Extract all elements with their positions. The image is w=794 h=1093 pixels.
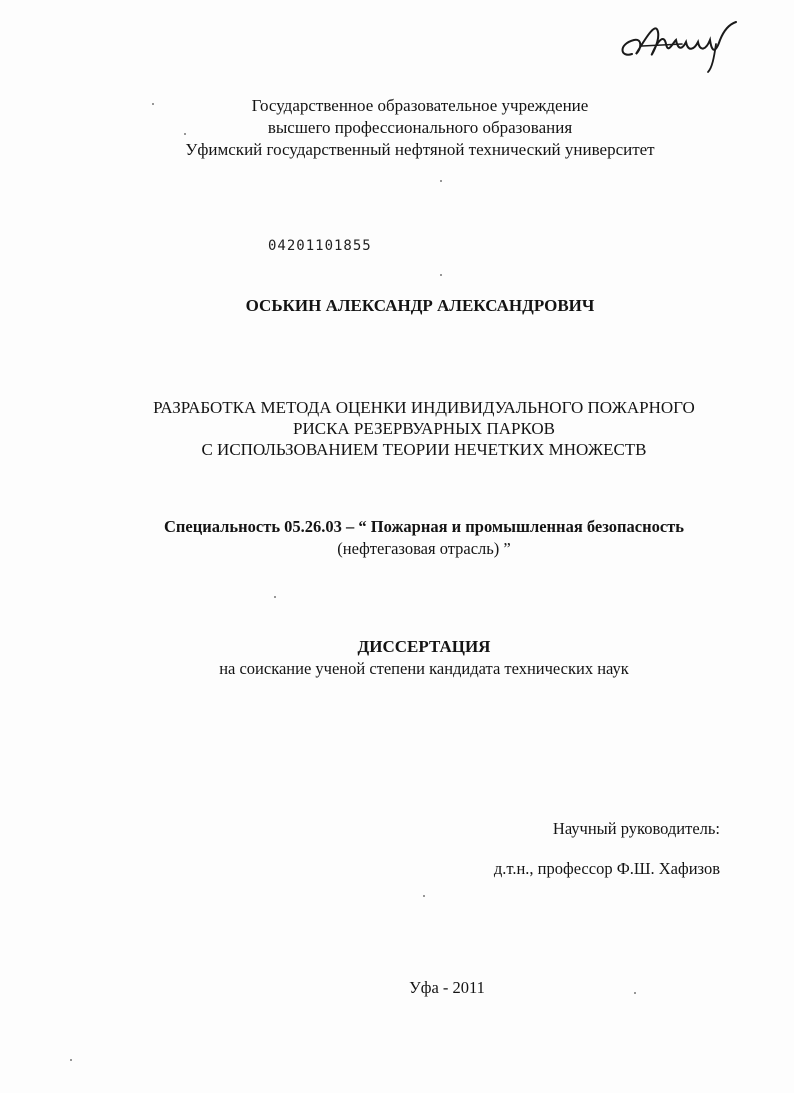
scan-speck — [423, 895, 425, 897]
specialty-line-1: Специальность 05.26.03 – “ Пожарная и промышленная безопасность — [164, 517, 684, 536]
institution-line-2: высшего профессионального образования — [267, 118, 573, 137]
institution-line-3: Уфимский государственный нефтяной технический университет — [185, 140, 655, 159]
advisor-label: Научный руководитель: — [552, 819, 720, 838]
institution-block — [0, 95, 794, 161]
handwritten-signature-icon — [612, 14, 742, 74]
author-name: ОСЬКИН АЛЕКСАНДР АЛЕКСАНДРОВИЧ — [245, 296, 595, 315]
dissertation-title — [27, 397, 794, 460]
scan-speck — [152, 103, 154, 105]
dissertation-block — [27, 636, 794, 680]
dissertation-subheading: на соискание ученой степени кандидата технических наук — [219, 659, 629, 678]
institution-line-1: Государственное образовательное учреждение — [251, 96, 589, 115]
specialty-line-2: (нефтегазовая отрасль) ” — [337, 539, 511, 558]
scan-speck — [634, 992, 636, 994]
title-line-2: РИСКА РЕЗЕРВУАРНЫХ ПАРКОВ — [293, 419, 555, 438]
title-line-3: С ИСПОЛЬЗОВАНИЕМ ТЕОРИИ НЕЧЕТКИХ МНОЖЕСТВ — [201, 440, 647, 459]
title-line-1: РАЗРАБОТКА МЕТОДА ОЦЕНКИ ИНДИВИДУАЛЬНОГО ПОЖАРНОГО — [153, 398, 695, 417]
advisor-name: д.т.н., профессор Ф.Ш. Хафизов — [493, 859, 720, 878]
scan-speck — [440, 180, 442, 182]
city-year: Уфа - 2011 — [409, 978, 485, 997]
scan-speck — [70, 1059, 72, 1061]
scan-speck — [274, 596, 276, 598]
scan-speck — [440, 274, 442, 276]
scan-speck — [184, 133, 186, 135]
catalog-stamp: 04201101855 — [268, 238, 372, 254]
specialty-block — [27, 516, 794, 560]
dissertation-heading: ДИССЕРТАЦИЯ — [357, 637, 491, 656]
